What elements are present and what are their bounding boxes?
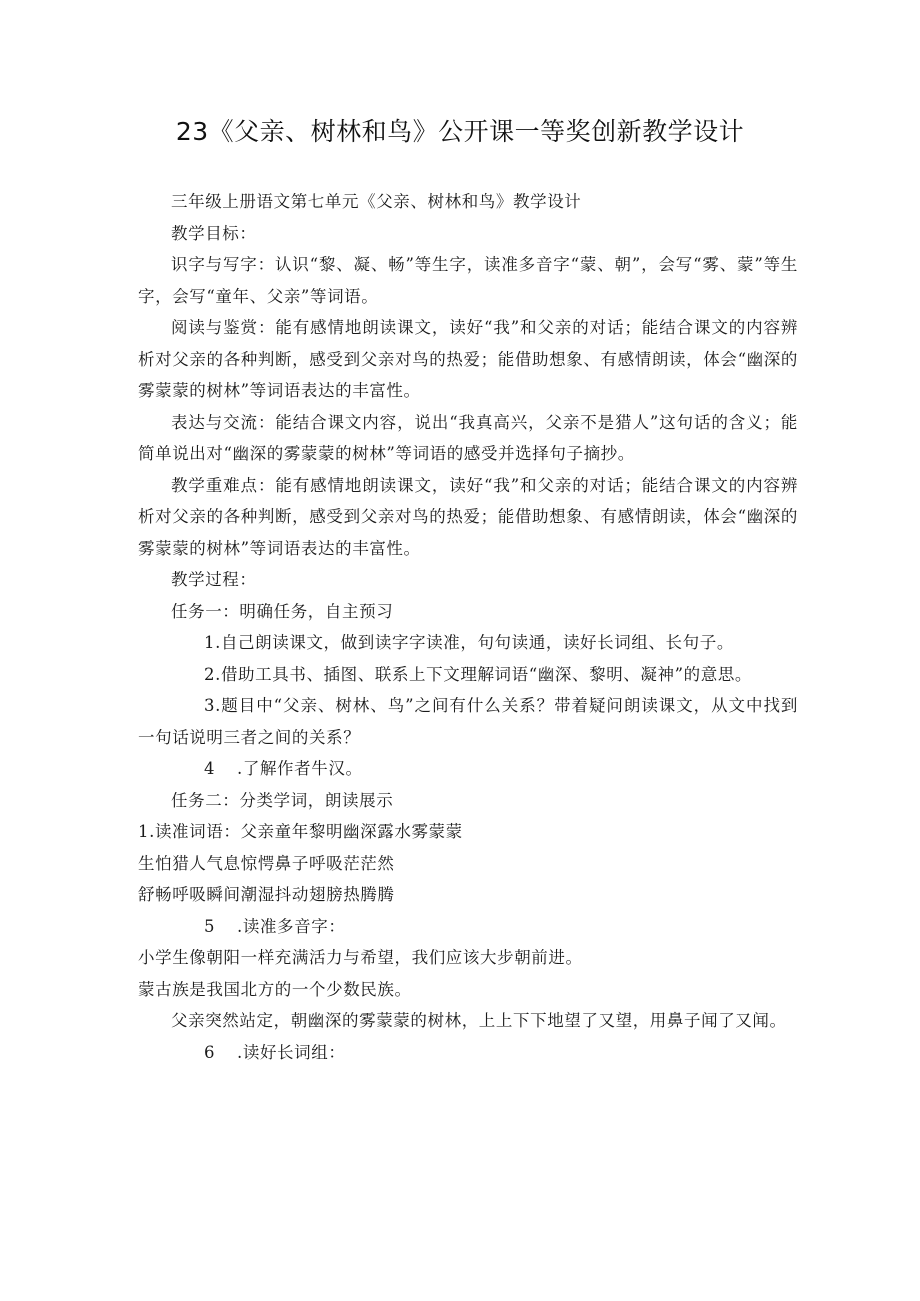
list-item-4 (138, 753, 798, 785)
list-number: 6 (204, 1042, 216, 1062)
list-number: 5 (204, 916, 216, 936)
word-list-line-2: 生怕猎人气息惊愕鼻子呼吸茫茫然 (138, 853, 395, 873)
paragraph-expression: 表达与交流：能结合课文内容，说出“我真高兴，父亲不是猎人”这句话的含义；能简单说出对“幽深的雾蒙蒙的树林”等词语的感受并选择句子摘抄。 (138, 412, 798, 463)
list-number: 3 (204, 696, 216, 715)
paragraph-reading: 阅读与鉴赏：能有感情地朗读课文，读好“我”和父亲的对话；能结合课文的内容辨析对父亲的各种判断，感受到父亲对鸟的热爱；能借助想象、有感情朗读，体会“幽深的雾蒙蒙的树林”等词语表达的丰富性。 (138, 318, 798, 400)
word-list-line-1: 1.读准词语：父亲童年黎明幽深露水雾蒙蒙 (138, 822, 463, 841)
list-number: 4 (204, 759, 216, 778)
paragraph-key-points: 教学重难点：能有感情地朗读课文，读好“我”和父亲的对话；能结合课文的内容辨析对父亲的各种判断，感受到父亲对鸟的热爱；能借助想象、有感情朗读，体会“幽深的雾蒙蒙的树林”等词语表达的丰富性。 (138, 475, 798, 558)
list-item-5 (138, 911, 798, 943)
list-text: .自己朗读课文，做到读字字读准，句句读通，读好长词组、长句子。 (215, 633, 734, 652)
example-sentence-2: 蒙古族是我国北方的一个少数民族。 (138, 979, 412, 999)
list-item-3 (138, 690, 798, 753)
list-text: .读好长词组： (237, 1042, 346, 1062)
document-title: 23《父亲、树林和鸟》公开课一等奖创新教学设计 (175, 117, 745, 146)
list-text: .读准多音字： (237, 916, 346, 936)
task-two-heading: 任务二：分类学词，朗读展示 (171, 790, 394, 810)
word-list-line-3: 舒畅呼吸瞬间潮湿抖动翅膀热腾腾 (138, 885, 395, 904)
list-number: 1 (204, 633, 216, 652)
list-item-1 (138, 627, 798, 659)
example-sentence-3: 父亲突然站定，朝幽深的雾蒙蒙的树林，上上下下地望了又望，用鼻子闻了又闻。 (171, 1011, 787, 1030)
list-item-6 (138, 1037, 798, 1069)
document-body (138, 186, 798, 1068)
paragraph-literacy: 识字与写字：认识“黎、凝、畅”等生字，读准多音字“蒙、朝”，会写“雾、蒙”等生字，会写“童年、父亲”等词语。 (138, 255, 798, 306)
section-heading-process: 教学过程： (171, 570, 257, 589)
section-heading-goals: 教学目标： (171, 223, 257, 243)
subtitle-line: 三年级上册语文第七单元《父亲、树林和鸟》教学设计 (171, 192, 582, 211)
list-text: .了解作者牛汉。 (237, 759, 363, 778)
example-sentence-1: 小学生像朝阳一样充满活力与希望，我们应该大步朝前进。 (138, 948, 583, 967)
task-one-heading: 任务一：明确任务，自主预习 (171, 601, 394, 621)
list-item-2 (138, 659, 798, 691)
list-number: 2 (204, 664, 216, 684)
list-text: .借助工具书、插图、联系上下文理解词语“幽深、黎明、凝神”的意思。 (215, 664, 753, 684)
list-text: .题目中“父亲、树林、鸟”之间有什么关系？带着疑问朗读课文，从文中找到一句话说明三者之间的关系？ (138, 696, 798, 747)
